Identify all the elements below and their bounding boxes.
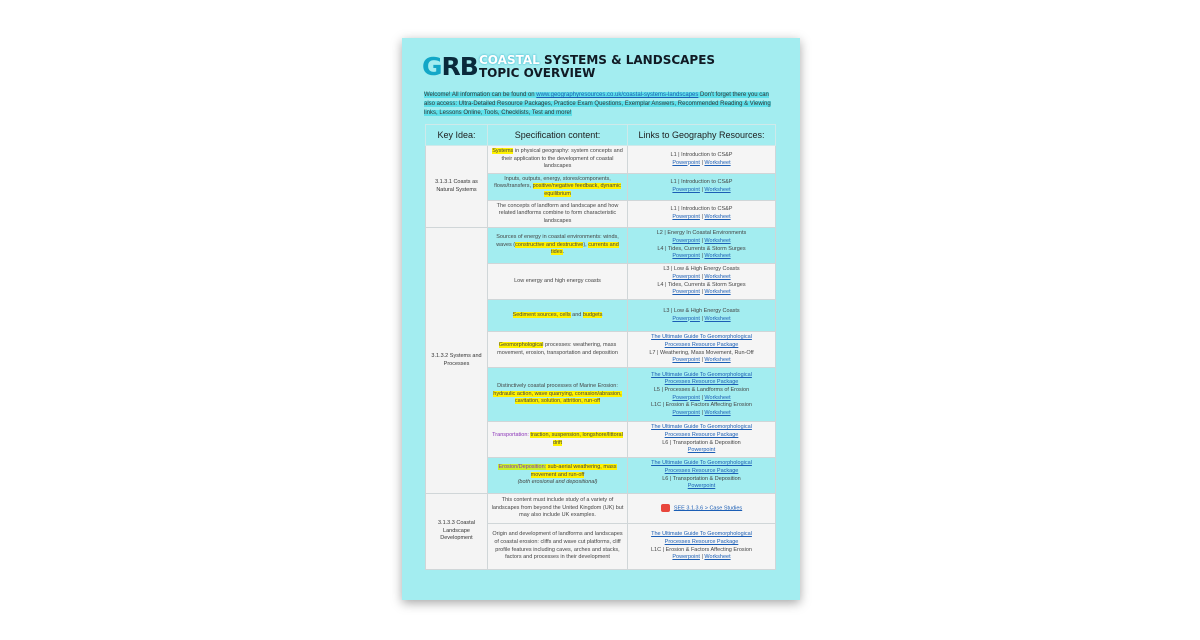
website-link[interactable]: www.geographyresources.co.uk/coastal-systems-landscapes [536, 92, 699, 98]
resource-cell: The Ultimate Guide To Geomorphological Processes Resource Package L1C | Erosion & Factors Affecting Erosion Powerpoint | Worksheet [628, 524, 776, 570]
spec-cell: Geomorphological processes: weathering, mass movement, erosion, transportation and deposition [488, 332, 628, 368]
table-header-row [426, 125, 776, 146]
resource-cell: The Ultimate Guide To Geomorphological Processes Resource Package L6 | Transportation & Deposition Powerpoint [628, 422, 776, 458]
powerpoint-link[interactable]: Powerpoint [672, 394, 700, 401]
resource-cell: L2 | Energy In Coastal Environments Powerpoint | Worksheet L4 | Tides, Currents & Storm Surges Powerpoint | Worksheet [628, 228, 776, 264]
powerpoint-link[interactable]: Powerpoint [672, 159, 700, 166]
table-row [426, 228, 776, 264]
resource-cell: L1 | Introduction to CS&P Powerpoint | Worksheet [628, 146, 776, 174]
worksheet-link[interactable]: Worksheet [704, 187, 731, 193]
spec-cell: Systems in physical geography: system concepts and their application to the development of coastal landscapes [488, 146, 628, 174]
resource-cell: The Ultimate Guide To Geomorphological Processes Resource Package L6 | Transportation & Deposition Powerpoint [628, 458, 776, 494]
header-links: Links to Geography Resources: [628, 125, 776, 146]
key-idea-cell: 3.1.3.3 Coastal Landscape Development [426, 494, 488, 570]
powerpoint-link[interactable]: Powerpoint [672, 187, 700, 193]
pin-icon [661, 504, 670, 512]
guide-link[interactable]: Processes Resource Package [664, 467, 739, 474]
worksheet-link[interactable]: Worksheet [704, 554, 731, 561]
worksheet-link[interactable]: Worksheet [704, 253, 731, 260]
worksheet-link[interactable]: Worksheet [704, 289, 731, 296]
worksheet-link[interactable]: Worksheet [704, 409, 731, 416]
guide-link[interactable]: Processes Resource Package [664, 341, 739, 348]
resource-cell: L3 | Low & High Energy Coasts Powerpoint | Worksheet [628, 300, 776, 332]
resource-cell: The Ultimate Guide To Geomorphological Processes Resource Package L7 | Weathering, Mass Movement, Run-Off Powerpoint | Worksheet [628, 332, 776, 368]
spec-cell: The concepts of landform and landscape and how related landforms combine to form characteristic landscapes [488, 201, 628, 228]
guide-link[interactable]: The Ultimate Guide To Geomorphological [651, 531, 752, 538]
spec-cell: Erosion/Deposition: sub-aerial weathering, mass movement and run-off (both erosional and depositional) [488, 458, 628, 494]
case-studies-link[interactable]: SEE 3.1.3.6 > Case Studies [673, 505, 743, 512]
powerpoint-link[interactable]: Powerpoint [672, 214, 700, 220]
guide-link[interactable]: The Ultimate Guide To Geomorphological [651, 424, 752, 431]
powerpoint-link[interactable]: Powerpoint [672, 289, 700, 296]
resource-cell: L3 | Low & High Energy Coasts Powerpoint | Worksheet L4 | Tides, Currents & Storm Surges Powerpoint | Worksheet [628, 264, 776, 300]
powerpoint-link[interactable]: Powerpoint [672, 273, 700, 280]
powerpoint-link[interactable]: Powerpoint [687, 447, 716, 454]
worksheet-link[interactable]: Worksheet [704, 273, 731, 280]
resource-cell: L1 | Introduction to CS&P Powerpoint | Worksheet [628, 174, 776, 201]
worksheet-link[interactable]: Worksheet [704, 237, 731, 244]
spec-cell: Transportation: traction, suspension, longshore/littoral drift [488, 422, 628, 458]
document-header [422, 52, 782, 88]
topic-overview-table [425, 124, 776, 570]
guide-link[interactable]: The Ultimate Guide To Geomorphological [651, 460, 752, 467]
worksheet-link[interactable]: Worksheet [704, 357, 731, 364]
document-title: COASTAL SYSTEMS & LANDSCAPES TOPIC OVERVIEW [479, 53, 716, 80]
spec-cell: This content must include study of a variety of landscapes from beyond the United Kingdom (UK) but may also include UK examples. [488, 494, 628, 524]
guide-link[interactable]: Processes Resource Package [664, 538, 739, 545]
guide-link[interactable]: Processes Resource Package [664, 431, 739, 438]
table-row [426, 494, 776, 524]
guide-link[interactable]: Processes Resource Package [664, 379, 739, 386]
grb-logo: GRB [422, 52, 478, 81]
spec-cell: Sediment sources, cells and budgets [488, 300, 628, 332]
intro-paragraph: Welcome! All information can be found on www.geographyresources.co.uk/coastal-systems-landscapes Don't forget there you can also access: Ultra-Detailed Resource Packages, Practice Exam Questions, Exemplar Answers, Recommended Reading & Viewing links, Lessons Online, Tools, Checklists, Test and more! [424, 92, 771, 117]
key-idea-cell: 3.1.3.2 Systems and Processes [426, 228, 488, 494]
resource-cell: The Ultimate Guide To Geomorphological Processes Resource Package L5 | Processes & Landforms of Erosion Powerpoint | Worksheet L1C | Erosion & Factors Affecting Erosion Powerpoint | Worksheet [628, 368, 776, 422]
table-row [426, 146, 776, 174]
powerpoint-link[interactable]: Powerpoint [687, 483, 716, 490]
powerpoint-link[interactable]: Powerpoint [672, 357, 700, 364]
spec-cell: Inputs, outputs, energy, stores/components, flows/transfers, positive/negative feedback, dynamic equilibrium [488, 174, 628, 201]
title-accent: COASTAL [479, 53, 540, 67]
powerpoint-link[interactable]: Powerpoint [672, 409, 700, 416]
spec-cell: Sources of energy in coastal environments: winds, waves (constructive and destructive), currents and tides. [488, 228, 628, 264]
worksheet-link[interactable]: Worksheet [704, 214, 731, 220]
resource-cell: L1 | Introduction to CS&P Powerpoint | Worksheet [628, 201, 776, 228]
spec-cell: Origin and development of landforms and landscapes of coastal erosion: cliffs and wave cut platforms, cliff profile features including caves, arches and stacks, factors and processes in their development [488, 524, 628, 570]
worksheet-link[interactable]: Worksheet [704, 394, 731, 401]
document-page [402, 38, 800, 600]
powerpoint-link[interactable]: Powerpoint [672, 253, 700, 260]
spec-cell: Low energy and high energy coasts [488, 264, 628, 300]
header-specification: Specification content: [488, 125, 628, 146]
powerpoint-link[interactable]: Powerpoint [672, 237, 700, 244]
powerpoint-link[interactable]: Powerpoint [672, 315, 700, 322]
key-idea-cell: 3.1.3.1 Coasts as Natural Systems [426, 146, 488, 228]
spec-cell: Distinctively coastal processes of Marine Erosion: hydraulic action, wave quarrying, corrasion/abrasion, cavitation, solution, attrition, run-off [488, 368, 628, 422]
header-key-idea: Key Idea: [426, 125, 488, 146]
guide-link[interactable]: The Ultimate Guide To Geomorphological [651, 334, 752, 341]
worksheet-link[interactable]: Worksheet [704, 315, 731, 322]
resource-cell [628, 494, 776, 524]
powerpoint-link[interactable]: Powerpoint [672, 554, 700, 561]
worksheet-link[interactable]: Worksheet [704, 159, 731, 166]
guide-link[interactable]: The Ultimate Guide To Geomorphological [651, 371, 752, 378]
